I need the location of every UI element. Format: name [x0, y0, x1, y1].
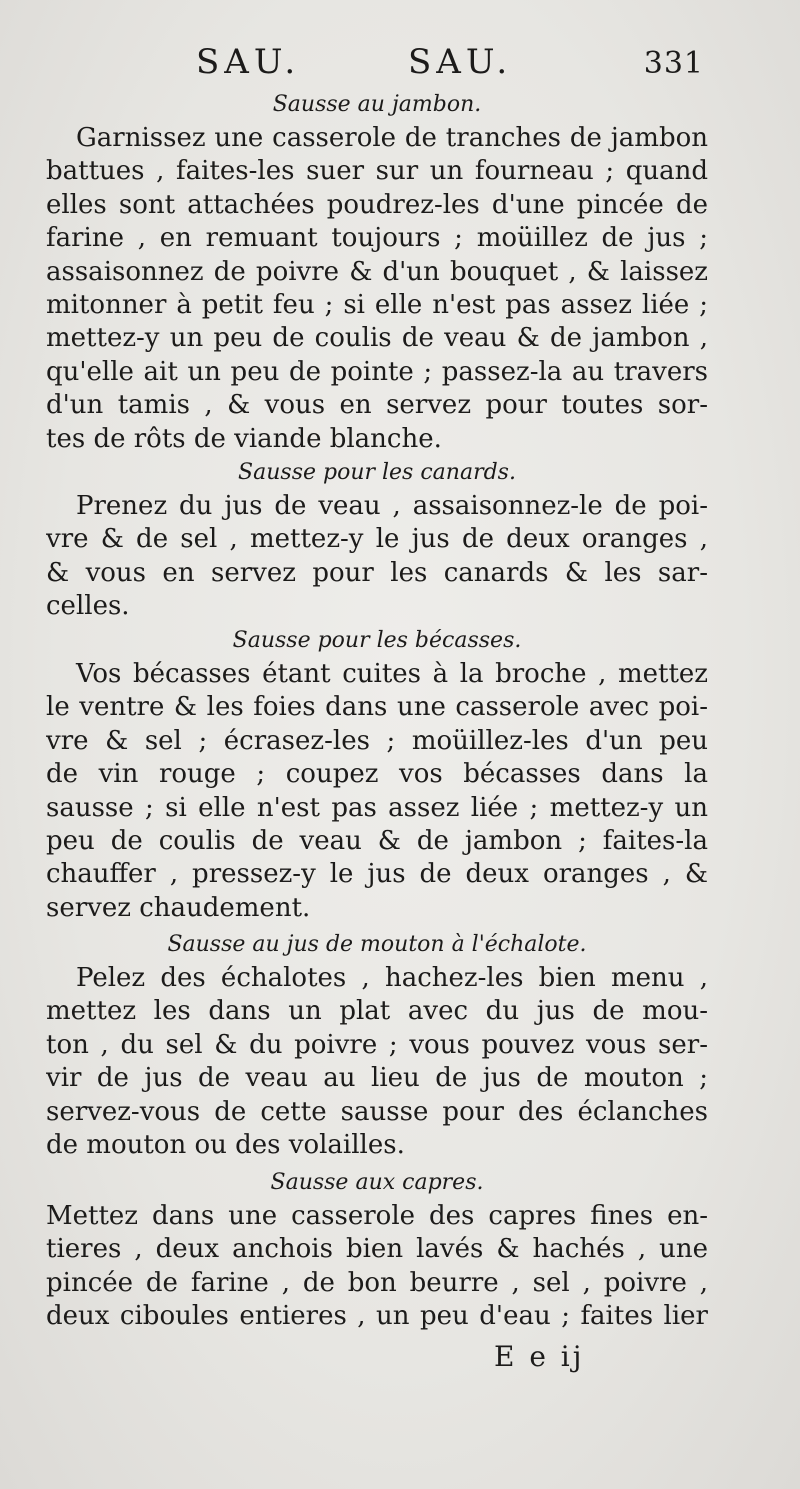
text-line: servez-vous de cette sausse pour des éclanches	[46, 1096, 708, 1127]
section-sausse-aux-capres	[46, 1166, 708, 1334]
text-line: Prenez du jus de veau , assaisonnez-le de poi-	[76, 491, 708, 521]
text-line: vre & de sel , mettez-y le jus de deux oranges ,	[46, 524, 708, 555]
text-line: tieres , deux anchois bien lavés & hachés , une	[46, 1234, 708, 1265]
section-sausse-pour-les-canards	[46, 456, 708, 624]
text-line: & vous en servez pour les canards & les sar-	[46, 557, 708, 588]
text-line: Vos bécasses étant cuites à la broche , mettez	[76, 659, 708, 689]
header-left-word: SAU.	[196, 42, 301, 82]
section-heading: Sausse pour les canards.	[238, 460, 516, 485]
section-sausse-au-jambon	[46, 88, 708, 456]
text-line: vre & sel ; écrasez-les ; moüillez-les d'un peu	[46, 725, 708, 756]
text-line: le ventre & les foies dans une casserole avec poi-	[46, 692, 708, 723]
signature-mark: E e ij	[494, 1340, 585, 1373]
section-heading: Sausse pour les bécasses.	[232, 628, 522, 653]
text-line: pincée de farine , de bon beurre , sel , poivre ,	[46, 1267, 708, 1298]
text-line: tes de rôts de viande blanche.	[46, 423, 442, 454]
section-heading: Sausse au jus de mouton à l'échalote.	[167, 932, 587, 957]
text-line: battues , faites-les suer sur un fourneau ; quand	[46, 156, 708, 187]
text-line: servez chaudement.	[46, 892, 311, 923]
text-line: celles.	[46, 591, 130, 622]
text-line: elles sont attachées poudrez-les d'une pincée de	[46, 189, 708, 220]
text-line: ton , du sel & du poivre ; vous pouvez vous ser-	[46, 1029, 708, 1060]
text-line: mitonner à petit feu ; si elle n'est pas assez liée ;	[46, 289, 708, 320]
running-header	[0, 42, 800, 92]
text-line: deux ciboules entieres , un peu d'eau ; faites lier	[46, 1301, 708, 1332]
text-line: de mouton ou des volailles.	[46, 1129, 405, 1160]
section-heading: Sausse au jambon.	[272, 92, 482, 117]
text-line: farine , en remuant toujours ; moüillez de jus ;	[46, 223, 708, 254]
text-line: peu de coulis de veau & de jambon ; faites-la	[46, 825, 708, 856]
text-line: qu'elle ait un peu de pointe ; passez-la au travers	[46, 356, 708, 387]
text-line: vir de jus de veau au lieu de jus de mouton ;	[46, 1063, 708, 1094]
text-line: d'un tamis , & vous en servez pour toutes sor-	[46, 390, 708, 421]
text-line: assaisonnez de poivre & d'un bouquet , & laissez	[46, 256, 708, 287]
text-line: mettez les dans un plat avec du jus de mou-	[46, 996, 708, 1027]
section-heading: Sausse aux capres.	[270, 1170, 484, 1195]
text-line: Mettez dans une casserole des capres fines en-	[46, 1201, 708, 1231]
text-line: mettez-y un peu de coulis de veau & de jambon ,	[46, 323, 708, 354]
text-line: Garnissez une casserole de tranches de jambon	[76, 123, 708, 153]
header-middle-word: SAU.	[408, 42, 513, 82]
section-sausse-au-jus-de-mouton	[46, 928, 708, 1162]
text-line: de vin rouge ; coupez vos bécasses dans la	[46, 759, 708, 790]
page-number: 331	[643, 46, 704, 81]
text-line: Pelez des échalotes , hachez-les bien menu ,	[76, 963, 708, 993]
text-line: sausse ; si elle n'est pas assez liée ; mettez-y un	[46, 792, 708, 823]
section-sausse-pour-les-becasses	[46, 624, 708, 925]
text-line: chauffer , pressez-y le jus de deux oranges , &	[46, 859, 708, 890]
